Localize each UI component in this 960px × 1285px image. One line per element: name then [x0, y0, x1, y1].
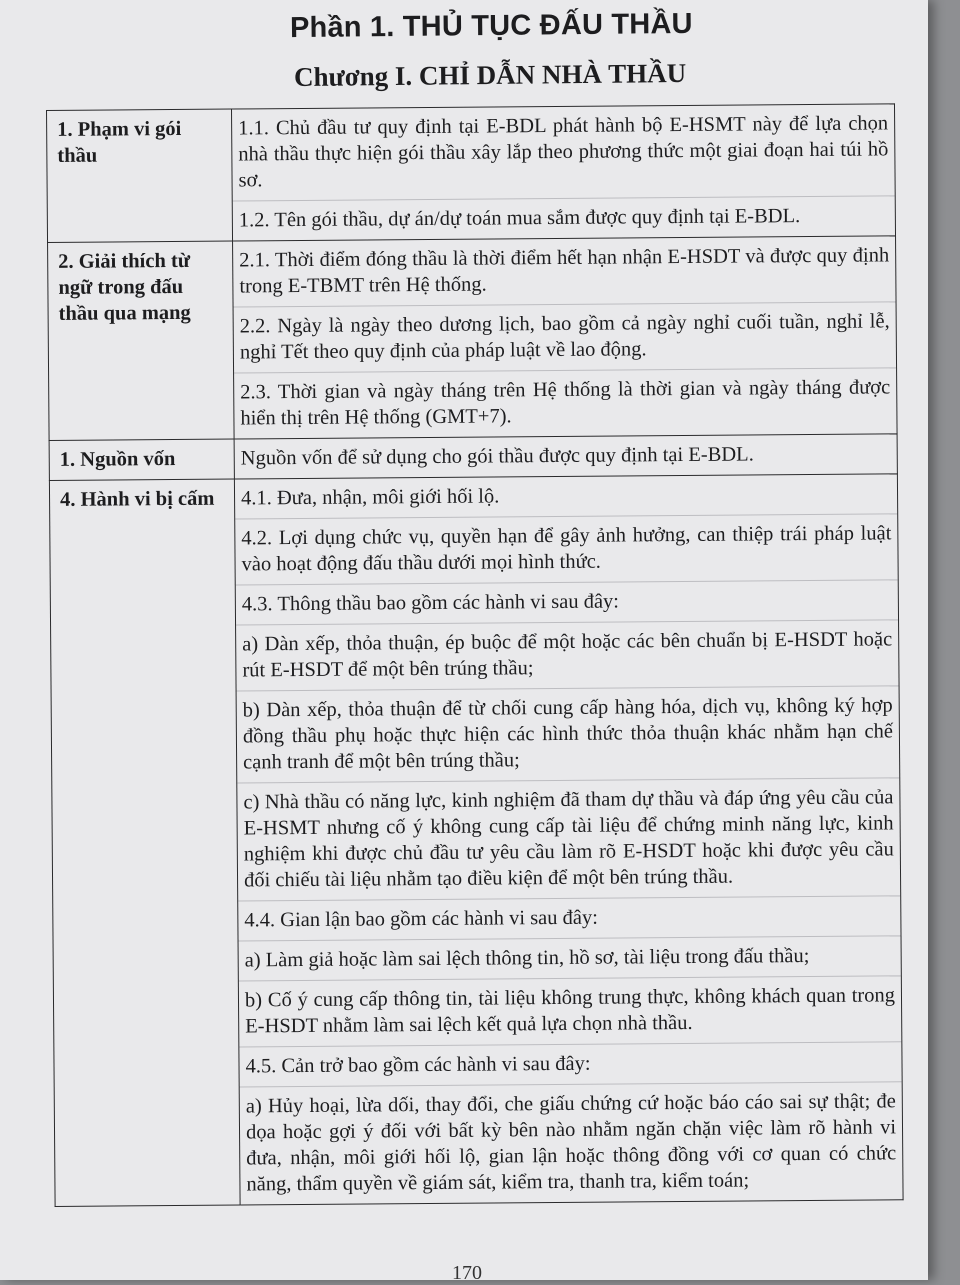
row-content	[234, 474, 903, 1205]
part-title: Phần 1. THỦ TỤC ĐẤU THẦU	[289, 7, 693, 45]
table-row	[48, 236, 898, 441]
table-row	[47, 104, 896, 243]
row-label: 1. Phạm vi gói thầu	[47, 109, 233, 242]
paragraph: 2.2. Ngày là ngày theo dương lịch, bao gồm cả ngày nghỉ cuối tuần, nghỉ lễ, nghỉ Tết theo quy định của pháp luật về lao động.	[234, 301, 896, 372]
row-label: 4. Hành vi bị cấm	[49, 479, 240, 1206]
row-content	[234, 434, 897, 479]
row-content	[233, 236, 898, 439]
paragraph: b) Dàn xếp, thỏa thuận để từ chối cung cấp hàng hóa, dịch vụ, không ký hợp đồng thầu phụ hoặc thực hiện các hình thức thỏa thuận khác nhằm hạn chế cạnh tranh để một bên trúng thầu;	[237, 685, 900, 782]
paragraph: 4.5. Cản trở bao gồm các hành vi sau đây:	[239, 1041, 901, 1086]
row-content	[231, 104, 895, 241]
table-row	[49, 434, 897, 481]
paragraph: a) Hủy hoại, lừa dối, thay đổi, che giấu chứng cứ hoặc báo cáo sai sự thật; đe dọa hoặc gợi ý đối với bất kỳ bên nào nhằm ngăn chặn việc làm rõ hành vi đưa, nhận, môi giới hối lộ, gian lận hoặc thông đồng với cơ quan có chức năng, thẩm quyền về giám sát, kiểm tra, thanh tra, kiểm toán;	[240, 1081, 903, 1204]
paragraph: b) Cố ý cung cấp thông tin, tài liệu không trung thực, không khách quan trong E-HSDT nhằm làm sai lệch kết quả lựa chọn nhà thầu.	[239, 975, 901, 1046]
paragraph: 4.3. Thông thầu bao gồm các hành vi sau đây:	[236, 579, 898, 624]
paragraph: Nguồn vốn để sử dụng cho gói thầu được quy định tại E-BDL.	[240, 443, 754, 470]
instructions-table	[46, 103, 904, 1207]
paragraph: 2.3. Thời gian và ngày tháng trên Hệ thống là thời gian và ngày tháng được hiển thị trên Hệ thống (GMT+7).	[234, 367, 896, 438]
page-number: 170	[452, 1262, 482, 1284]
paragraph: 1.1. Chủ đầu tư quy định tại E-BDL phát hành bộ E-HSMT này để lựa chọn nhà thầu thực hiện gói thầu xây lắp theo phương thức một giai đoạn hai túi hồ sơ.	[238, 112, 889, 192]
table-row	[49, 474, 903, 1207]
row-label: 1. Nguồn vốn	[49, 439, 234, 480]
paragraph: a) Làm giả hoặc làm sai lệch thông tin, hồ sơ, tài liệu trong đấu thầu;	[239, 935, 901, 980]
paragraph: c) Nhà thầu có năng lực, kinh nghiệm đã tham dự thầu và đáp ứng yêu cầu của E-HSMT nhưng cố ý không cung cấp tài liệu để chứng minh năng lực, kinh nghiệm khi được chủ đầu tư yêu cầu làm rõ E-HSDT hoặc khi được yêu cầu đối chiếu tài liệu nhằm tạo điều kiện để một bên trúng thầu.	[237, 777, 900, 900]
paragraph: 4.1. Đưa, nhận, môi giới hối lộ.	[240, 485, 500, 510]
paragraph: 4.4. Gian lận bao gồm các hành vi sau đây:	[238, 895, 900, 940]
chapter-title: Chương I. CHỈ DẪN NHÀ THẦU	[293, 57, 687, 93]
paragraph: 4.2. Lợi dụng chức vụ, quyền hạn để gây ảnh hưởng, can thiệp trái pháp luật vào hoạt động đấu thầu dưới mọi hình thức.	[235, 513, 897, 584]
paragraph: 2.1. Thời điểm đóng thầu là thời điểm hết hạn nhận E-HSDT và được quy định trong E-TBMT trên Hệ thống.	[239, 244, 890, 298]
row-label: 2. Giải thích từ ngữ trong đấu thầu qua mạng	[48, 241, 235, 440]
paragraph: 1.2. Tên gói thầu, dự án/dự toán mua sắm được quy định tại E-BDL.	[233, 195, 895, 240]
paragraph: a) Dàn xếp, thỏa thuận, ép buộc để một hoặc các bên chuẩn bị E-HSDT hoặc rút E-HSDT để một bên trúng thầu;	[236, 619, 898, 690]
